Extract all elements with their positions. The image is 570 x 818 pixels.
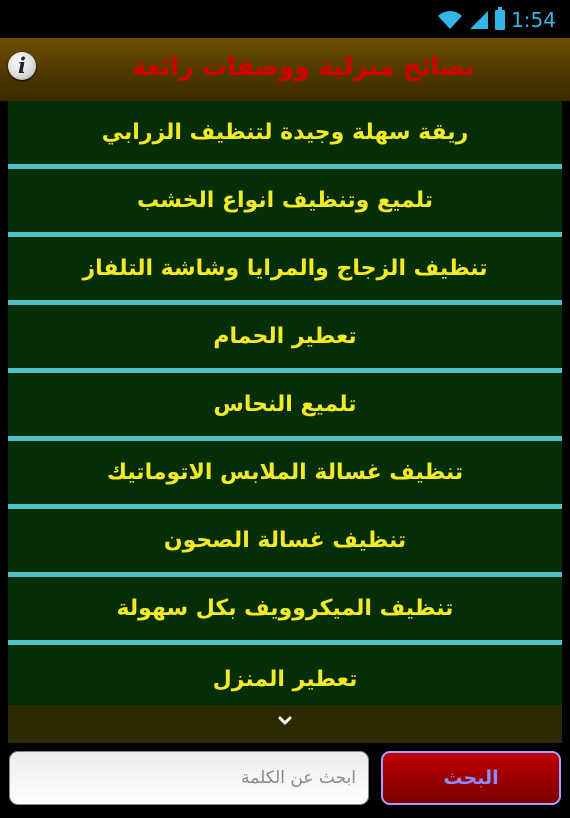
list-item[interactable] [8, 373, 562, 441]
list-item[interactable] [8, 101, 562, 169]
list-item[interactable] [8, 441, 562, 509]
search-button-label: البحث [443, 767, 499, 789]
status-icons [437, 8, 556, 32]
list-item[interactable] [8, 237, 562, 305]
list-item-label: تنظيف غسالة الملابس الاتوماتيك [106, 460, 464, 485]
signal-icon [469, 10, 489, 30]
list-item[interactable] [8, 509, 562, 577]
list-item-label: ريقة سهلة وجيدة لتنظيف الزرابي [101, 120, 469, 145]
battery-icon [495, 10, 505, 30]
info-icon[interactable]: i [8, 52, 36, 80]
list-item-label: تنظيف غسالة الصحون [163, 528, 407, 553]
list-item-label: تنظيف الميكروويف بكل سهولة [116, 596, 454, 621]
app-header [0, 38, 570, 101]
page-title: نصائح منزلية ووصفات رائعة [131, 52, 474, 81]
search-button[interactable] [381, 751, 561, 805]
list-item-label: تعطير الحمام [213, 324, 357, 349]
search-input[interactable] [9, 751, 369, 805]
list-item-label: تعطير المنزل [212, 666, 358, 692]
status-bar [0, 0, 570, 38]
list-item[interactable] [8, 169, 562, 237]
tips-list[interactable] [8, 101, 562, 705]
list-item[interactable] [8, 577, 562, 645]
scroll-more-bar[interactable] [8, 705, 562, 743]
list-item-label: تلميع النحاس [213, 392, 357, 417]
list-item[interactable] [8, 305, 562, 373]
wifi-icon [437, 10, 463, 30]
status-time: 1:54 [511, 8, 556, 32]
list-item-label: تلميع وتنظيف انواع الخشب [137, 188, 434, 213]
list-item[interactable] [8, 645, 562, 705]
list-item-label: تنظيف الزجاج والمرايا وشاشة التلفاز [82, 256, 488, 281]
chevron-down-icon[interactable] [278, 714, 292, 728]
